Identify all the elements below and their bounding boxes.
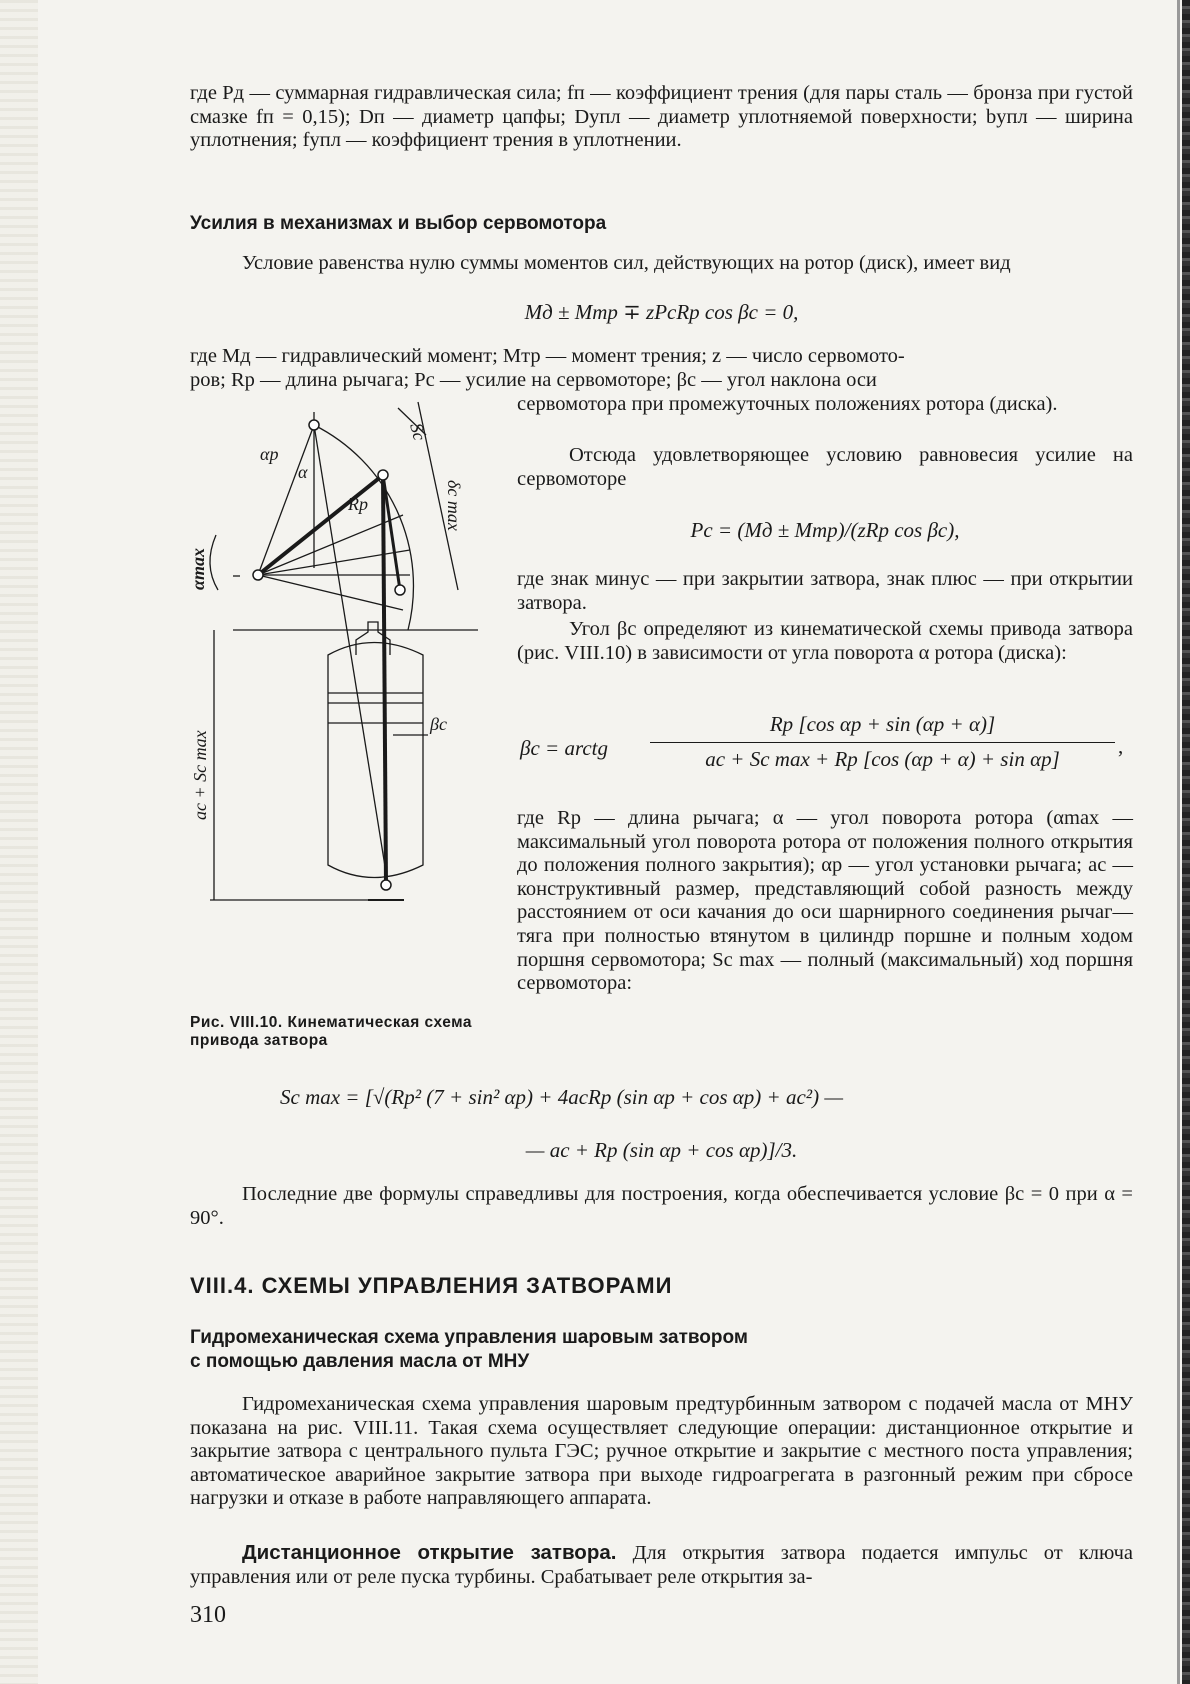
scan-edge-right (1182, 0, 1190, 1684)
sign-note: где знак минус — при закрытии затвора, знак плюс — при открытии затвора. (517, 568, 1133, 614)
figure-caption: Рис. VIII.10. Кинематическая схема привода затвора (190, 1014, 472, 1049)
label-ac-sc: ac + Sc max (190, 730, 210, 820)
angle-intro: Угол βс определяют из кинематической схемы привода затвора (рис. VIII.10) в зависимости от угла поворота α ротора (диска): (517, 618, 1133, 664)
intro-paragraph: Условие равенства нулю суммы моментов сил, действующих на ротор (диск), имеет вид (242, 252, 1011, 274)
label-alpha-p: αp (260, 444, 279, 464)
remote-opening-title: Дистанционное открытие затвора. (242, 1541, 617, 1564)
equation-moments: Mд ± Mтр ∓ zPcRp cos βc = 0, (524, 300, 799, 324)
scan-edge-shadow (1177, 0, 1180, 1684)
equation-beta-lhs: βc = arctg (520, 736, 608, 760)
scan-edge-left (0, 0, 38, 1684)
equation-beta-comma: , (1118, 734, 1124, 758)
subheading-line2: с помощью давления масла от МНУ (190, 1351, 530, 1372)
where-beta: где Rр — длина рычага; α — угол поворота ротора (αmax — максимальный угол поворота ротора от положения полного открытия до положения полного закрытия); αр — угол установки рычага; ac — конструктивный размер, представляющий собой разность между расстоянием от оси качания до оси шарнирного соединения рычаг—тяга при полностью втянутом в цилиндр поршне и полным ходом поршня сервомотора; Sc max — полный (максимальный) ход поршня сервомотора: (517, 807, 1133, 995)
ray-3 (258, 550, 410, 575)
joint-rod (395, 585, 405, 595)
top-paragraph: где Pд — суммарная гидравлическая сила; fп — коэффициент трения (для пары сталь — бронза при густой смазке fп = 0,15); Dп — диаметр цапфы; Dупл — диаметр уплотняемой поверхности; bупл — ширина уплотнения; fупл — коэффициент трения в уплотнении. (190, 82, 1133, 152)
equation-beta (520, 712, 1130, 782)
joint-top (309, 420, 319, 430)
label-rp: Rp (348, 494, 368, 514)
page-number: 310 (190, 1602, 226, 1628)
alpha-max-arc (210, 535, 218, 590)
equation-beta-numerator: Rp [cos αp + sin (αp + α)] (769, 712, 996, 736)
where-moments-line1: где Mд — гидравлический момент; Mтр — момент трения; z — число сервомото- (190, 345, 905, 367)
label-beta-c: βc (430, 714, 447, 734)
closing-paragraph: Последние две формулы справедливы для построения, когда обеспечивается условие βс = 0 при α = 90°. (190, 1183, 1133, 1229)
label-alpha-max: αmax (188, 548, 208, 590)
piston-rod (383, 475, 386, 885)
where-moments-line3: сервомотора при промежуточных положениях ротора (диска). (517, 393, 1058, 415)
remote-opening-paragraph (190, 1541, 1133, 1589)
fraction-bar (650, 742, 1115, 743)
label-delta-c-max: δc max (444, 480, 464, 531)
equation-sc-line1: Sc max = [√(Rp² (7 + sin² αp) + 4acRp (sin αp + cos αp) + ac²) — (280, 1085, 844, 1109)
remote-opening-text: Для открытия затвора подается импульс от ключа управления или от реле пуска турбины. Срабатывает реле открытия за- (190, 1542, 1133, 1588)
section-heading-forces: Усилия в механизмах и выбор сервомотора (190, 213, 607, 234)
where-moments-line2: ров; Rр — длина рычага; Pс — усилие на сервомоторе; βс — угол наклона оси (190, 369, 877, 391)
joint-lever (378, 470, 388, 480)
joint-bottom (381, 880, 391, 890)
joint-pivot (253, 570, 263, 580)
kinematic-diagram (178, 400, 508, 1000)
label-alpha: α (298, 462, 308, 482)
subheading-line1: Гидромеханическая схема управления шаровым затвором (190, 1327, 748, 1348)
equation-beta-denominator: ac + Sc max + Rp [cos (αp + α) + sin αp] (705, 747, 1060, 771)
equation-force: Pc = (Mд ± Mтр)/(zRp cos βc), (690, 518, 960, 542)
section-heading-schemes: VIII.4. СХЕМЫ УПРАВЛЕНИЯ ЗАТВОРАМИ (190, 1273, 673, 1298)
rotor-arc (314, 425, 413, 630)
hydro-scheme-paragraph: Гидромеханическая схема управления шаровым предтурбинным затвором с подачей масла от МНУ показана на рис. VIII.11. Такая схема осуществляет следующие операции: дистанционное открытие и закрытие затвора с центрального пульта ГЭС; ручное открытие и закрытие с местного поста управления; автоматическое аварийное закрытие затвора при выходе гидроагрегата в разгонный режим при сбросе нагрузки и отказе в работе направляющего аппарата. (190, 1393, 1133, 1510)
ray-5 (258, 575, 403, 610)
force-intro: Отсюда удовлетворяющее условию равновесия усилие на сервомоторе (517, 444, 1133, 490)
equation-sc-line2: — ac + Rp (sin αp + cos αp)]/3. (525, 1138, 798, 1162)
cylinder-body (328, 643, 423, 878)
label-sc: Sc (406, 420, 430, 443)
